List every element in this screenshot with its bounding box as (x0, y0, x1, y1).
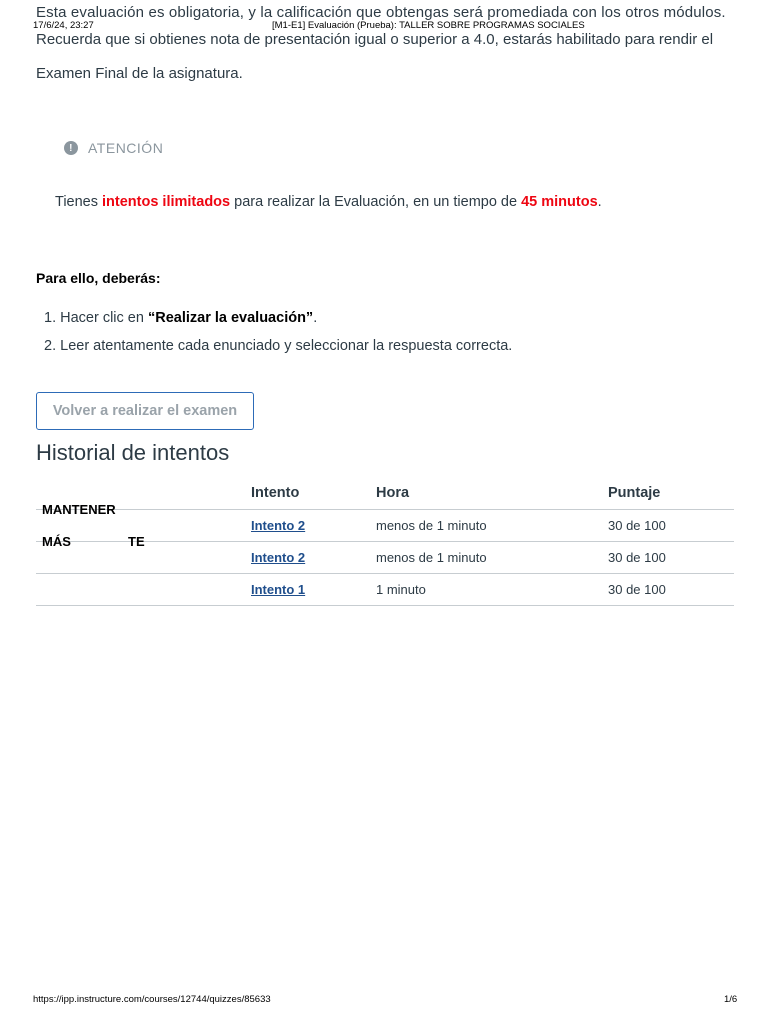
instruction-step-2 (44, 336, 512, 356)
table-row (36, 542, 734, 574)
attempt-link[interactable]: Intento 2 (251, 518, 306, 533)
attempt-link[interactable]: Intento 1 (251, 582, 306, 597)
instructions-list (44, 308, 512, 364)
print-header (0, 20, 768, 32)
row-label: MÁS (42, 534, 71, 549)
attempt-history-table (36, 476, 734, 606)
attention-label: ATENCIÓN (88, 140, 164, 156)
attempts-prefix: Tienes (55, 194, 103, 210)
attempts-suffix: . (597, 194, 602, 210)
print-document-title: [M1-E1] Evaluación (Prueba): TALLER SOBRE PROGRAMAS SOCIALES (272, 20, 585, 31)
step-1-number: 1. (44, 310, 61, 326)
attempt-cell (251, 574, 376, 606)
exclamation-circle-icon: ! (64, 141, 78, 155)
intro-line-1: Esta evaluación es obligatoria, y la calificación que obtengas será promediada con los otros módulos. (36, 4, 726, 21)
print-date: 17/6/24, 23:27 (33, 20, 94, 31)
time-limit-highlight: 45 minutos (521, 194, 598, 210)
table-row (36, 574, 734, 606)
step-1-suffix: . (313, 310, 318, 326)
step-1-prefix: Hacer clic en (60, 310, 148, 326)
score-cell: 30 de 100 (608, 542, 734, 574)
column-header-score: Puntaje (608, 476, 734, 510)
column-header-time: Hora (376, 476, 608, 510)
row-label-cell (36, 574, 251, 606)
unlimited-attempts-highlight: intentos ilimitados (102, 194, 231, 210)
step-2-text: Leer atentamente cada enunciado y seleccionar la respuesta correcta. (60, 338, 513, 354)
table-header-row (36, 476, 734, 510)
attempts-middle: para realizar la Evaluación, en un tiempo de (230, 194, 522, 210)
attempt-cell (251, 542, 376, 574)
step-2-number: 2. (44, 338, 61, 354)
print-url: https://ipp.instructure.com/courses/12744/quizzes/85633 (33, 994, 271, 1005)
intro-text (36, 2, 736, 84)
time-cell: menos de 1 minuto (376, 510, 608, 542)
instruction-step-1 (44, 308, 512, 328)
attention-notice (64, 138, 163, 158)
attempt-history-title: Historial de intentos (36, 440, 230, 465)
row-label-cell (36, 534, 251, 574)
attempt-link[interactable]: Intento 2 (251, 550, 306, 565)
instructions-heading: Para ello, deberás: (36, 270, 161, 286)
score-cell: 30 de 100 (608, 510, 734, 542)
time-cell: menos de 1 minuto (376, 542, 608, 574)
page-number: 1/6 (724, 994, 738, 1005)
row-label: MANTENER (42, 502, 116, 517)
intro-line-2: Recuerda que si obtienes nota de presentación igual o superior a 4.0, estarás habilitado para rendir el (36, 31, 714, 48)
row-label-secondary: TE (128, 534, 145, 549)
score-cell: 30 de 100 (608, 574, 734, 606)
attempt-cell (251, 510, 376, 542)
attempts-info (55, 194, 602, 210)
column-header-attempt: Intento (251, 476, 376, 510)
intro-line-3: Examen Final de la asignatura. (36, 65, 243, 82)
retake-exam-button[interactable]: Volver a realizar el examen (36, 392, 254, 430)
time-cell: 1 minuto (376, 574, 608, 606)
step-1-bold: “Realizar la evaluación” (147, 310, 314, 326)
